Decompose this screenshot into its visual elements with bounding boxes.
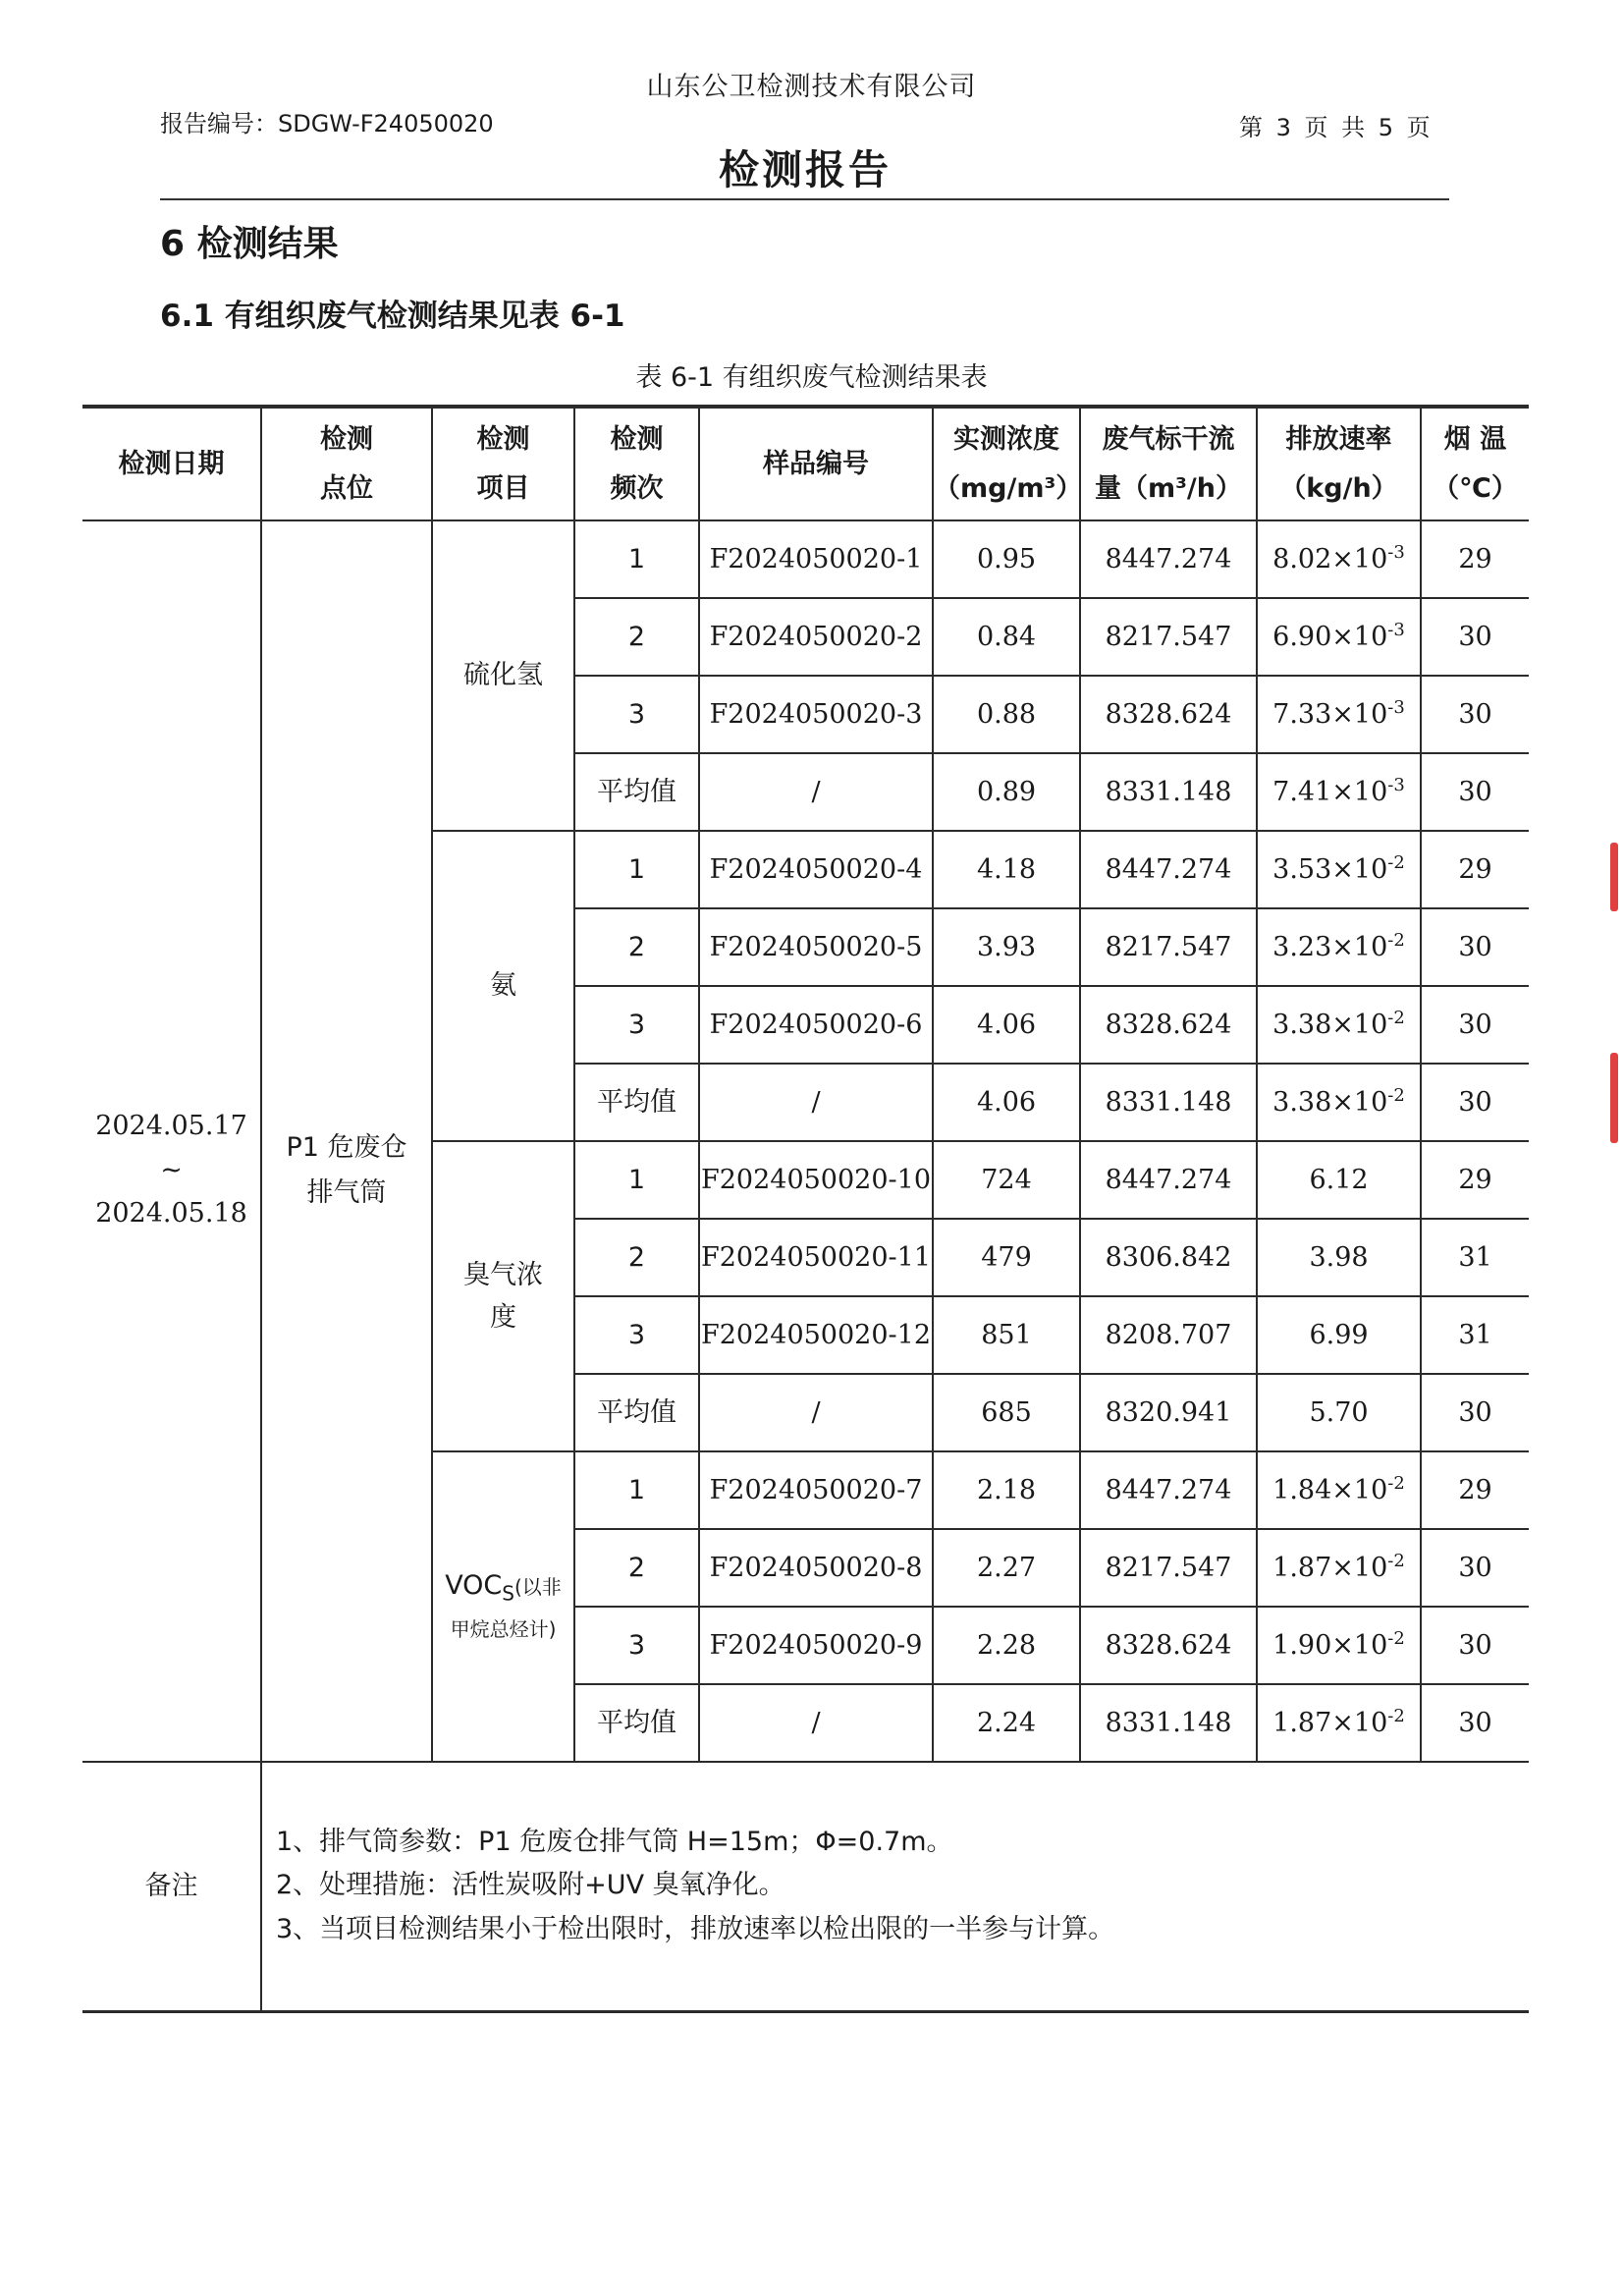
sample-id-cell: F2024050020-11 — [699, 1219, 933, 1296]
temperature-cell: 30 — [1421, 598, 1529, 676]
rate-mantissa: 1.84×10 — [1272, 1474, 1388, 1505]
flow-cell: 8328.624 — [1080, 1607, 1257, 1684]
detection-item-cell — [432, 1141, 574, 1451]
item-name-line2: 度 — [490, 1302, 516, 1333]
concentration-cell: 4.18 — [933, 831, 1080, 908]
flow-cell: 8331.148 — [1080, 1684, 1257, 1762]
sample-id-cell: F2024050020-7 — [699, 1451, 933, 1529]
stamp-mark-bottom — [1610, 1053, 1618, 1143]
sample-id-cell: F2024050020-8 — [699, 1529, 933, 1607]
point-name-line2: 排气筒 — [306, 1177, 387, 1208]
frequency-cell: 2 — [574, 1219, 699, 1296]
report-number: 报告编号：SDGW-F24050020 — [160, 110, 494, 137]
flow-cell: 8331.148 — [1080, 753, 1257, 831]
date-from: 2024.05.17 — [95, 1111, 247, 1142]
sample-id-cell: F2024050020-3 — [699, 676, 933, 753]
sample-id-cell: F2024050020-2 — [699, 598, 933, 676]
temperature-cell: 29 — [1421, 520, 1529, 598]
emission-rate-cell — [1257, 520, 1421, 598]
emission-rate-cell — [1257, 1296, 1421, 1374]
sample-id-cell: F2024050020-4 — [699, 831, 933, 908]
note-line: 3、当项目检测结果小于检出限时，排放速率以检出限的一半参与计算。 — [276, 1914, 1115, 1945]
emission-rate-cell — [1257, 598, 1421, 676]
header-concentration: 实测浓度 （mg/m³） — [933, 407, 1080, 520]
concentration-cell: 2.27 — [933, 1529, 1080, 1607]
temperature-cell: 30 — [1421, 1374, 1529, 1451]
rate-mantissa: 1.87×10 — [1272, 1552, 1388, 1583]
header-frequency: 检测 频次 — [574, 407, 699, 520]
detection-date-cell — [82, 520, 261, 1762]
date-separator: ~ — [160, 1154, 183, 1185]
rate-mantissa: 3.98 — [1309, 1241, 1369, 1273]
rate-mantissa: 6.12 — [1309, 1164, 1369, 1195]
flow-cell: 8447.274 — [1080, 520, 1257, 598]
sample-id-cell: F2024050020-1 — [699, 520, 933, 598]
temperature-cell: 30 — [1421, 1607, 1529, 1684]
page-indicator: 第 3 页 共 5 页 — [1239, 114, 1434, 141]
emission-rate-cell — [1257, 1451, 1421, 1529]
detection-item-cell — [432, 1451, 574, 1762]
flow-cell: 8447.274 — [1080, 1451, 1257, 1529]
sample-id-cell: / — [699, 1064, 933, 1141]
date-to: 2024.05.18 — [95, 1198, 247, 1230]
temperature-cell: 31 — [1421, 1296, 1529, 1374]
flow-cell: 8217.547 — [1080, 908, 1257, 986]
results-table — [82, 405, 1529, 2013]
rate-exponent: -2 — [1387, 1705, 1405, 1726]
sample-id-cell: / — [699, 1374, 933, 1451]
rate-exponent: -2 — [1387, 851, 1405, 873]
header-emission-rate: 排放速率 （kg/h） — [1257, 407, 1421, 520]
temperature-cell: 30 — [1421, 908, 1529, 986]
sample-id-cell: F2024050020-10 — [699, 1141, 933, 1219]
emission-rate-cell — [1257, 1141, 1421, 1219]
emission-rate-cell — [1257, 753, 1421, 831]
temperature-cell: 30 — [1421, 753, 1529, 831]
sample-id-cell: F2024050020-5 — [699, 908, 933, 986]
rate-exponent: -2 — [1387, 1550, 1405, 1571]
frequency-cell: 3 — [574, 1296, 699, 1374]
temperature-cell: 29 — [1421, 831, 1529, 908]
header-sample-id: 样品编号 — [699, 407, 933, 520]
document-title: 检测报告 — [719, 146, 892, 193]
header-date: 检测日期 — [82, 407, 261, 520]
notes-row — [82, 1762, 1529, 2011]
item-name: VOC — [445, 1569, 503, 1601]
note-line: 2、处理措施：活性炭吸附+UV 臭氧净化。 — [276, 1870, 785, 1901]
temperature-cell: 29 — [1421, 1141, 1529, 1219]
emission-rate-cell — [1257, 676, 1421, 753]
frequency-cell: 平均值 — [574, 1374, 699, 1451]
table-caption: 表 6-1 有组织废气检测结果表 — [635, 362, 988, 393]
rate-exponent: -2 — [1387, 929, 1405, 951]
flow-cell: 8217.547 — [1080, 598, 1257, 676]
item-subscript: S — [502, 1581, 514, 1606]
frequency-cell: 1 — [574, 1451, 699, 1529]
frequency-cell: 2 — [574, 1529, 699, 1607]
concentration-cell: 724 — [933, 1141, 1080, 1219]
emission-rate-cell — [1257, 831, 1421, 908]
sample-id-cell: F2024050020-12 — [699, 1296, 933, 1374]
header-point: 检测 点位 — [261, 407, 432, 520]
flow-cell: 8331.148 — [1080, 1064, 1257, 1141]
flow-cell: 8328.624 — [1080, 676, 1257, 753]
temperature-cell: 30 — [1421, 1529, 1529, 1607]
flow-cell: 8208.707 — [1080, 1296, 1257, 1374]
rate-mantissa: 3.38×10 — [1272, 1086, 1388, 1118]
frequency-cell: 3 — [574, 986, 699, 1064]
flow-cell: 8447.274 — [1080, 1141, 1257, 1219]
rate-mantissa: 8.02×10 — [1272, 543, 1388, 574]
concentration-cell: 0.84 — [933, 598, 1080, 676]
rate-exponent: -3 — [1387, 696, 1405, 718]
header-item: 检测 项目 — [432, 407, 574, 520]
temperature-cell: 29 — [1421, 1451, 1529, 1529]
rate-mantissa: 3.53×10 — [1272, 853, 1388, 885]
detection-item-cell — [432, 831, 574, 1141]
emission-rate-cell — [1257, 1219, 1421, 1296]
temperature-cell: 31 — [1421, 1219, 1529, 1296]
emission-rate-cell — [1257, 1529, 1421, 1607]
item-name: 硫化氢 — [463, 660, 543, 691]
frequency-cell: 3 — [574, 1607, 699, 1684]
rate-mantissa: 7.41×10 — [1272, 776, 1388, 807]
sample-id-cell: F2024050020-9 — [699, 1607, 933, 1684]
concentration-cell: 2.24 — [933, 1684, 1080, 1762]
concentration-cell: 2.18 — [933, 1451, 1080, 1529]
rate-mantissa: 6.99 — [1309, 1319, 1369, 1350]
notes-label: 备注 — [82, 1762, 261, 2011]
rate-mantissa: 7.33×10 — [1272, 698, 1388, 730]
temperature-cell: 30 — [1421, 1064, 1529, 1141]
rate-mantissa: 3.38×10 — [1272, 1009, 1388, 1040]
emission-rate-cell — [1257, 986, 1421, 1064]
concentration-cell: 0.95 — [933, 520, 1080, 598]
frequency-cell: 2 — [574, 598, 699, 676]
table-header-row — [82, 407, 1529, 520]
table-row — [82, 520, 1529, 598]
point-name-line1: P1 危废仓 — [286, 1132, 407, 1164]
emission-rate-cell — [1257, 1374, 1421, 1451]
flow-cell: 8328.624 — [1080, 986, 1257, 1064]
subsection-heading: 6.1 有组织废气检测结果见表 6-1 — [160, 299, 625, 334]
concentration-cell: 4.06 — [933, 1064, 1080, 1141]
rate-mantissa: 5.70 — [1309, 1396, 1369, 1428]
rate-exponent: -2 — [1387, 1007, 1405, 1028]
flow-cell: 8306.842 — [1080, 1219, 1257, 1296]
header-temperature: 烟 温 （℃） — [1421, 407, 1529, 520]
frequency-cell: 2 — [574, 908, 699, 986]
note-line: 1、排气筒参数：P1 危废仓排气筒 H=15m；Φ=0.7m。 — [276, 1826, 953, 1857]
concentration-cell: 4.06 — [933, 986, 1080, 1064]
header-flow: 废气标干流 量（m³/h） — [1080, 407, 1257, 520]
notes-body — [261, 1762, 1529, 2011]
detection-point-cell — [261, 520, 432, 1762]
section-heading: 6 检测结果 — [160, 224, 339, 264]
frequency-cell: 3 — [574, 676, 699, 753]
temperature-cell: 30 — [1421, 676, 1529, 753]
rate-exponent: -3 — [1387, 541, 1405, 563]
emission-rate-cell — [1257, 1607, 1421, 1684]
emission-rate-cell — [1257, 1064, 1421, 1141]
sample-id-cell: F2024050020-6 — [699, 986, 933, 1064]
rate-exponent: -2 — [1387, 1472, 1405, 1494]
concentration-cell: 685 — [933, 1374, 1080, 1451]
concentration-cell: 851 — [933, 1296, 1080, 1374]
item-name: 臭气浓 — [463, 1259, 543, 1290]
concentration-cell: 0.89 — [933, 753, 1080, 831]
frequency-cell: 平均值 — [574, 1684, 699, 1762]
item-note: (以非 — [514, 1574, 562, 1599]
concentration-cell: 2.28 — [933, 1607, 1080, 1684]
rate-exponent: -3 — [1387, 619, 1405, 640]
detection-item-cell — [432, 520, 574, 831]
rate-exponent: -2 — [1387, 1084, 1405, 1106]
concentration-cell: 479 — [933, 1219, 1080, 1296]
rate-mantissa: 1.87×10 — [1272, 1707, 1388, 1738]
header-divider — [160, 198, 1449, 200]
emission-rate-cell — [1257, 908, 1421, 986]
temperature-cell: 30 — [1421, 986, 1529, 1064]
rate-mantissa: 3.23×10 — [1272, 931, 1388, 962]
rate-exponent: -3 — [1387, 774, 1405, 795]
rate-exponent: -2 — [1387, 1627, 1405, 1649]
flow-cell: 8320.941 — [1080, 1374, 1257, 1451]
rate-mantissa: 6.90×10 — [1272, 621, 1388, 652]
frequency-cell: 平均值 — [574, 1064, 699, 1141]
concentration-cell: 0.88 — [933, 676, 1080, 753]
concentration-cell: 3.93 — [933, 908, 1080, 986]
rate-mantissa: 1.90×10 — [1272, 1629, 1388, 1661]
item-name-line2: 甲烷总烃计) — [450, 1617, 557, 1641]
temperature-cell: 30 — [1421, 1684, 1529, 1762]
sample-id-cell: / — [699, 753, 933, 831]
item-name: 氨 — [490, 970, 516, 1002]
frequency-cell: 1 — [574, 831, 699, 908]
company-name: 山东公卫检测技术有限公司 — [646, 72, 977, 102]
sample-id-cell: / — [699, 1684, 933, 1762]
frequency-cell: 1 — [574, 1141, 699, 1219]
stamp-mark-top — [1610, 843, 1618, 911]
frequency-cell: 平均值 — [574, 753, 699, 831]
emission-rate-cell — [1257, 1684, 1421, 1762]
flow-cell: 8447.274 — [1080, 831, 1257, 908]
frequency-cell: 1 — [574, 520, 699, 598]
flow-cell: 8217.547 — [1080, 1529, 1257, 1607]
